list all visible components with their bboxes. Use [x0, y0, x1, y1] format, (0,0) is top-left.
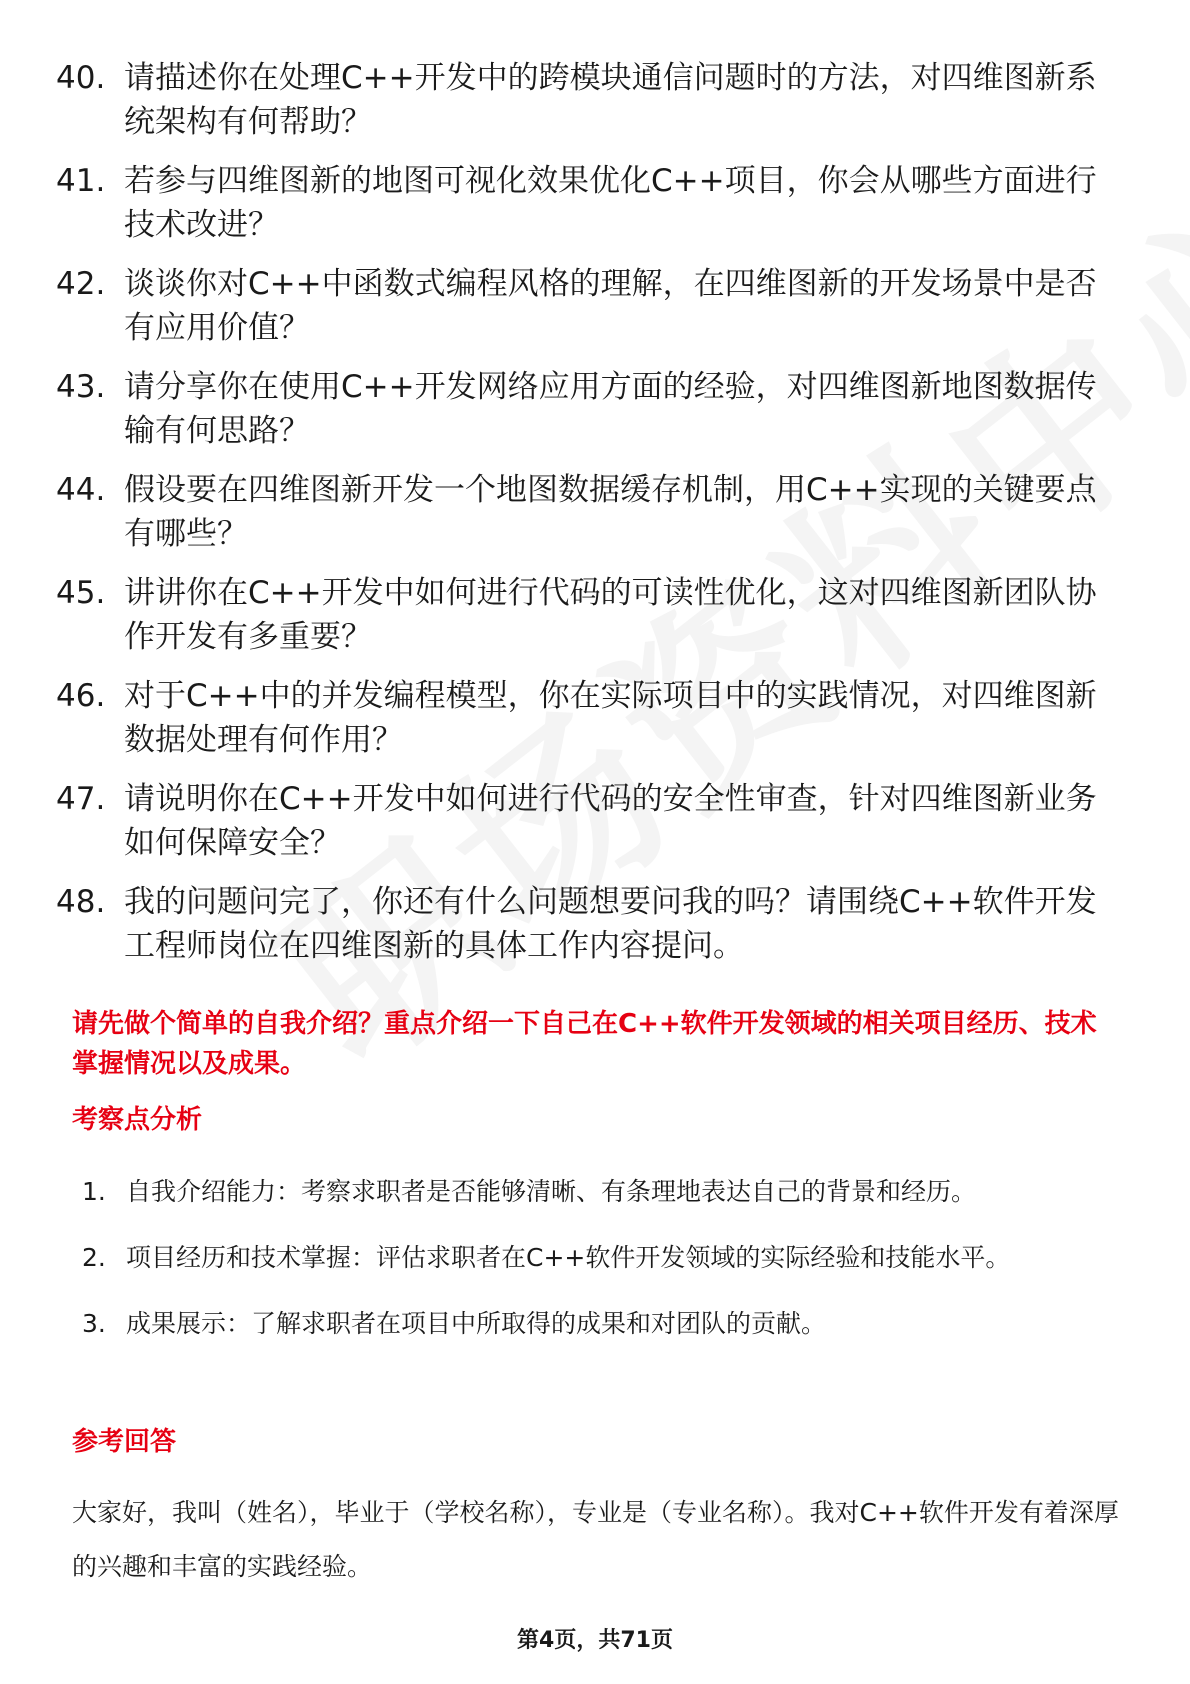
question-item — [56, 56, 1116, 144]
question-item — [56, 468, 1116, 556]
analysis-list — [82, 1166, 1122, 1364]
question-text: 请描述你在处理C++开发中的跨模块通信问题时的方法，对四维图新系统架构有何帮助？ — [124, 60, 1097, 140]
question-list — [56, 56, 1116, 983]
question-item — [56, 159, 1116, 247]
analysis-text: 项目经历和技术掌握：评估求职者在C++软件开发领域的实际经验和技能水平。 — [126, 1243, 1011, 1272]
intro-question-heading: 请先做个简单的自我介绍？重点介绍一下自己在C++软件开发领域的相关项目经历、技术掌握情况以及成果。 — [72, 1009, 1097, 1079]
analysis-number: 1. — [82, 1177, 106, 1206]
question-item — [56, 365, 1116, 453]
question-text: 讲讲你在C++开发中如何进行代码的可读性优化，这对四维图新团队协作开发有多重要？ — [124, 575, 1097, 655]
reference-heading: 参考回答 — [72, 1427, 177, 1457]
question-number: 42. — [56, 266, 106, 302]
question-text: 请分享你在使用C++开发网络应用方面的经验，对四维图新地图数据传输有何思路？ — [124, 369, 1097, 449]
question-text: 对于C++中的并发编程模型，你在实际项目中的实践情况，对四维图新数据处理有何作用？ — [124, 678, 1097, 758]
question-item — [56, 571, 1116, 659]
question-number: 46. — [56, 678, 106, 714]
analysis-heading: 考察点分析 — [72, 1105, 203, 1135]
question-text: 若参与四维图新的地图可视化效果优化C++项目，你会从哪些方面进行技术改进？ — [124, 163, 1097, 243]
question-item — [56, 674, 1116, 762]
reference-answer: 大家好，我叫（姓名），毕业于（学校名称），专业是（专业名称）。我对C++软件开发有着深厚的兴趣和丰富的实践经验。 — [72, 1498, 1119, 1581]
page-footer: 第4页，共71页 — [517, 1628, 673, 1653]
analysis-number: 3. — [82, 1309, 106, 1338]
analysis-text: 自我介绍能力：考察求职者是否能够清晰、有条理地表达自己的背景和经历。 — [126, 1177, 977, 1206]
question-item — [56, 880, 1116, 968]
analysis-item — [82, 1166, 1122, 1218]
question-item — [56, 262, 1116, 350]
question-number: 47. — [56, 781, 106, 817]
question-number: 45. — [56, 575, 106, 611]
question-number: 41. — [56, 163, 106, 199]
question-number: 48. — [56, 884, 106, 920]
question-text: 我的问题问完了，你还有什么问题想要问我的吗？请围绕C++软件开发工程师岗位在四维图新的具体工作内容提问。 — [124, 884, 1097, 964]
analysis-item — [82, 1232, 1122, 1284]
question-number: 40. — [56, 60, 106, 96]
question-item — [56, 777, 1116, 865]
analysis-number: 2. — [82, 1243, 106, 1272]
question-number: 43. — [56, 369, 106, 405]
question-text: 请说明你在C++开发中如何进行代码的安全性审查，针对四维图新业务如何保障安全？ — [124, 781, 1097, 861]
question-number: 44. — [56, 472, 106, 508]
analysis-item — [82, 1298, 1122, 1350]
question-text: 假设要在四维图新开发一个地图数据缓存机制，用C++实现的关键要点有哪些？ — [124, 472, 1097, 552]
question-text: 谈谈你对C++中函数式编程风格的理解，在四维图新的开发场景中是否有应用价值？ — [124, 266, 1097, 346]
analysis-text: 成果展示：了解求职者在项目中所取得的成果和对团队的贡献。 — [126, 1309, 827, 1338]
